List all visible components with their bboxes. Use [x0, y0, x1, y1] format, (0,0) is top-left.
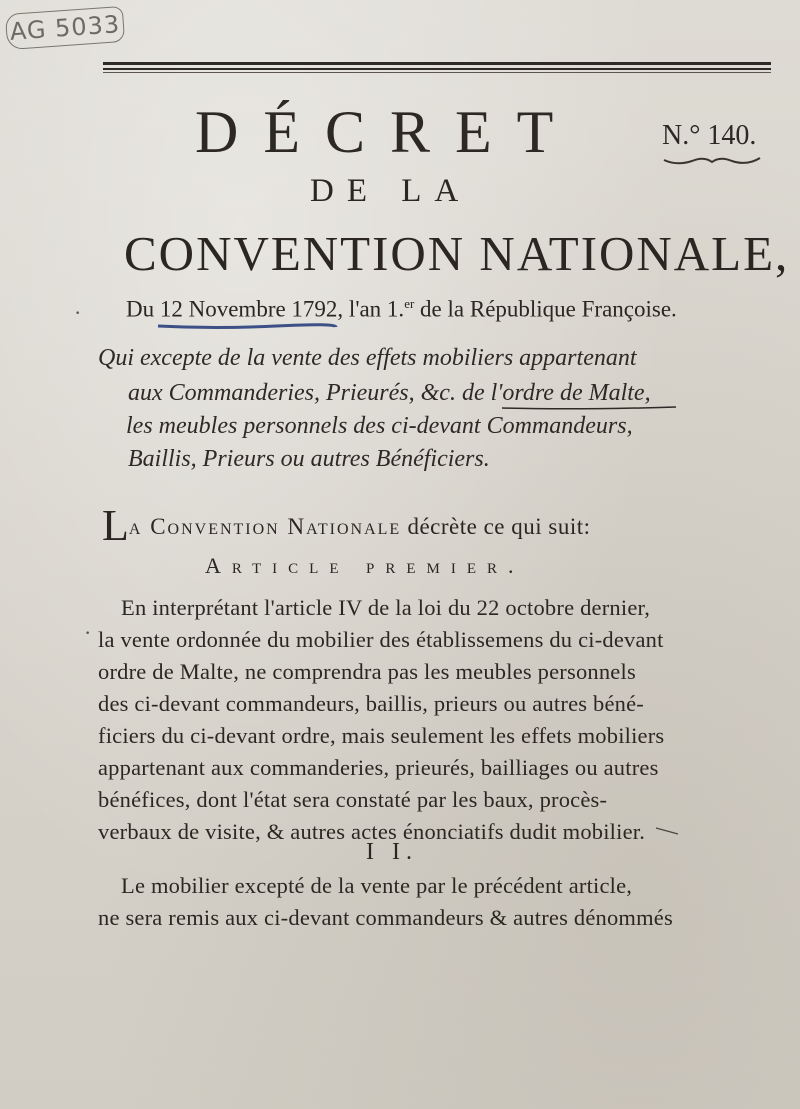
intro-tail: décrète ce qui suit:	[401, 514, 591, 539]
article-one-line: des ci-devant commandeurs, baillis, prieurs ou autres béné-	[98, 691, 644, 716]
article-one-line: bénéfices, dont l'état sera constaté par les baux, procès-	[98, 787, 608, 812]
subtitle-line: Baillis, Prieurs ou autres Bénéficiers.	[128, 446, 490, 472]
subtitle-line: les meubles personnels des ci-devant Commandeurs,	[126, 413, 633, 439]
date-underline-mark	[156, 322, 338, 330]
article-one-line: la vente ordonnée du mobilier des établissemens du ci-devant	[98, 627, 664, 652]
subtitle-line: aux Commanderies, Prieurés, &c. de l'ordre de Malte,	[128, 380, 651, 406]
article-one-line: ordre de Malte, ne comprendra pas les meubles personnels	[98, 659, 636, 684]
subtitle-line: Qui excepte de la vente des effets mobiliers appartenant	[98, 345, 637, 371]
margin-tick-mark	[655, 826, 679, 836]
decree-title: DÉCRET	[195, 99, 579, 165]
subtitle-underline-mark	[500, 405, 678, 411]
shelfmark-stamp: AG 5033	[5, 6, 125, 50]
decree-number: N.° 140.	[662, 120, 757, 151]
article-two-line: ne sera remis aux ci-devant commandeurs & autres dénommés	[98, 905, 673, 930]
convention-nationale-heading: CONVENTION NATIONALE,	[124, 226, 790, 281]
article-one-line: En interprétant l'article IV de la loi du 22 octobre dernier,	[121, 595, 651, 620]
de-la-line: DE LA	[310, 173, 472, 209]
top-double-rule	[103, 62, 771, 74]
date-prefix: Du 12 Novembre 1792, l'an 1.	[126, 296, 405, 322]
date-suffix: de la République Françoise.	[414, 296, 677, 322]
margin-mark: ·	[84, 620, 92, 645]
article-one-line: ficiers du ci-devant ordre, mais seulement les effets mobiliers	[98, 723, 665, 748]
drop-cap: L	[102, 501, 129, 550]
margin-mark: ·	[74, 300, 82, 325]
date-line	[126, 296, 677, 323]
article-one-line: verbaux de visite, & autres actes énonciatifs dudit mobilier.	[98, 819, 646, 844]
article-two-line: Le mobilier excepté de la vente par le précédent article,	[121, 873, 633, 898]
intro-line	[102, 500, 591, 551]
article-premier-heading: Article premier.	[205, 553, 525, 578]
article-two-heading: I I.	[366, 839, 418, 865]
intro-small-caps: a Convention Nationale	[128, 514, 402, 539]
date-sup: er	[404, 296, 415, 311]
number-flourish	[662, 152, 762, 168]
article-one-line: appartenant aux commanderies, prieurés, bailliages ou autres	[98, 755, 659, 780]
